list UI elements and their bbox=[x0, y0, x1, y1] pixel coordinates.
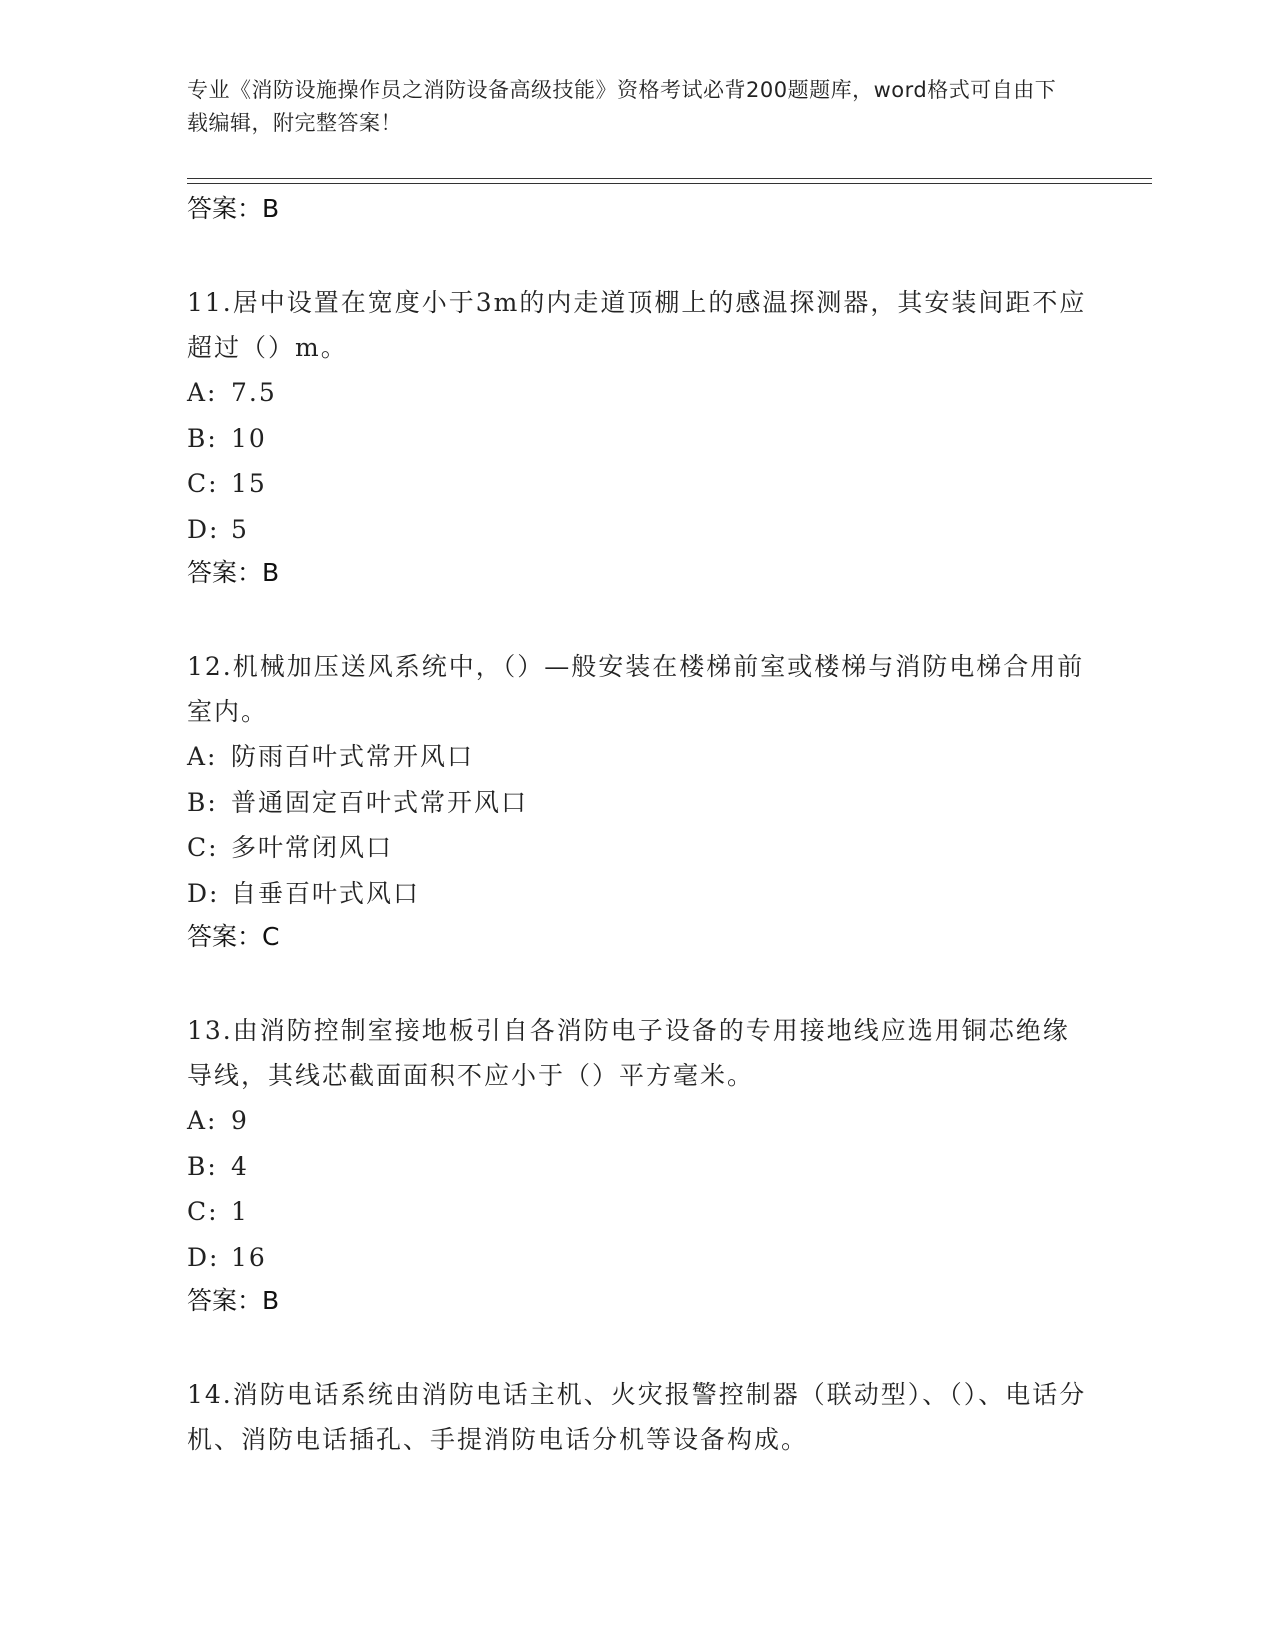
header-divider-bottom bbox=[187, 183, 1152, 184]
option-text: 防雨百叶式常开风口 bbox=[231, 742, 475, 771]
option-letter: A: bbox=[187, 1106, 218, 1135]
option-letter: D: bbox=[187, 878, 220, 908]
option-text: 10 bbox=[231, 423, 267, 453]
document-header bbox=[187, 74, 1067, 140]
question-block bbox=[187, 1372, 1087, 1462]
option-b bbox=[187, 1144, 1087, 1190]
option-d bbox=[187, 507, 1087, 553]
option-text: 5 bbox=[231, 514, 249, 544]
question-list bbox=[187, 188, 1087, 1462]
question-stem: 13.由消防控制室接地板引自各消防电子设备的专用接地线应选用铜芯绝缘导线，其线芯截面面积不应小于（）平方毫米。 bbox=[187, 1016, 1070, 1090]
option-letter: D: bbox=[187, 514, 220, 544]
option-a bbox=[187, 370, 1087, 416]
option-letter: B: bbox=[187, 787, 218, 817]
option-text: 普通固定百叶式常开风口 bbox=[231, 787, 529, 817]
option-letter: C: bbox=[187, 833, 219, 862]
option-c bbox=[187, 461, 1087, 507]
option-a bbox=[187, 1098, 1087, 1144]
option-text: 4 bbox=[231, 1151, 249, 1181]
option-text: 16 bbox=[231, 1242, 267, 1272]
option-text: 7.5 bbox=[231, 378, 277, 407]
question-block bbox=[187, 644, 1087, 958]
option-letter: C: bbox=[187, 1197, 219, 1226]
option-text: 1 bbox=[231, 1197, 249, 1226]
option-text: 多叶常闭风口 bbox=[231, 833, 394, 862]
answer-line: 答案：B bbox=[187, 1286, 280, 1315]
option-d bbox=[187, 1235, 1087, 1281]
option-letter: B: bbox=[187, 1151, 218, 1181]
question-stem: 12.机械加压送风系统中，（）—般安装在楼梯前室或楼梯与消防电梯合用前室内。 bbox=[187, 652, 1085, 726]
question-block bbox=[187, 280, 1087, 594]
option-letter: D: bbox=[187, 1242, 220, 1272]
option-text: 15 bbox=[231, 469, 267, 498]
option-letter: C: bbox=[187, 469, 219, 498]
answer-line: 答案：C bbox=[187, 922, 280, 951]
question-stem: 11.居中设置在宽度小于3m的内走道顶棚上的感温探测器，其安装间距不应超过（）m。 bbox=[187, 288, 1087, 362]
header-divider-top bbox=[187, 178, 1152, 179]
option-d bbox=[187, 871, 1087, 917]
option-b bbox=[187, 416, 1087, 462]
option-c bbox=[187, 1189, 1087, 1235]
option-letter: B: bbox=[187, 423, 218, 453]
question-stem: 14.消防电话系统由消防电话主机、火灾报警控制器（联动型）、（）、电话分机、消防电话插孔、手提消防电话分机等设备构成。 bbox=[187, 1380, 1087, 1454]
header-intro-text: 专业《消防设施操作员之消防设备高级技能》资格考试必背200题题库，word格式可自由下载编辑，附完整答案！ bbox=[187, 78, 1057, 135]
option-letter: A: bbox=[187, 742, 218, 771]
option-b bbox=[187, 780, 1087, 826]
option-c bbox=[187, 825, 1087, 871]
option-letter: A: bbox=[187, 378, 218, 407]
question-block bbox=[187, 1008, 1087, 1322]
answer-line: 答案：B bbox=[187, 194, 280, 223]
option-a bbox=[187, 734, 1087, 780]
option-text: 9 bbox=[231, 1106, 249, 1135]
option-text: 自垂百叶式风口 bbox=[231, 878, 421, 908]
answer-line: 答案：B bbox=[187, 558, 280, 587]
